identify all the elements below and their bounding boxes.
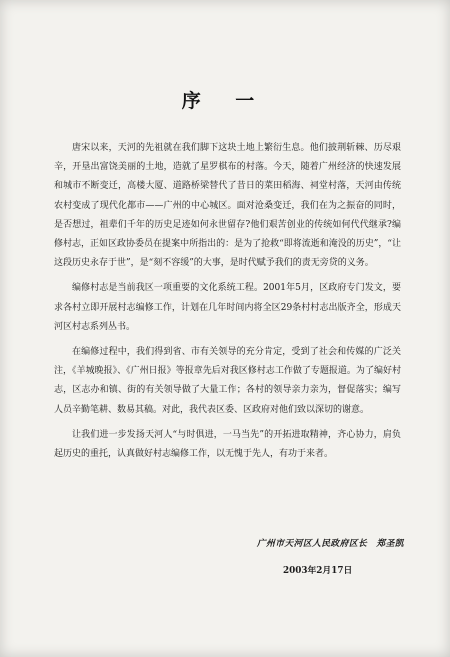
paragraph-4: 让我们进一步发扬天河人“与时俱进，一马当先”的开拓进取精神，齐心协力，肩负起历史的重托，认真做好村志编修工作，以无愧于先人，有功于来者。	[54, 429, 401, 460]
paragraph-1: 唐宋以来，天河的先祖就在我们脚下这块土地上繁衍生息。他们披荆斩棘、历尽艰辛，开垦出富饶美丽的土地，造就了星罗棋布的村落。今天，随着广州经济的快速发展和城市不断变迁，高楼大厦、道路桥梁替代了昔日的菜田稻海、祠堂村落，天河由传统农村变成了现代化都市——广州的中心城区。面对沧桑变迁，我们在为之振奋的同时，是否想过，祖辈们千年的历史足迹如何永世留存?他们艰苦创业的传统如何代代继承?编修村志，正如区政协委员在提案中所指出的：是为了抢救“即将流逝和淹没的历史”，“让这段历史永存于世”，是“刻不容缓”的大事，是时代赋予我们的责无旁贷的义务。	[54, 143, 401, 269]
document-title: 序 一	[181, 90, 269, 112]
document-body	[54, 139, 401, 470]
paragraph-3: 在编修过程中，我们得到省、市有关领导的充分肯定，受到了社会和传媒的广泛关注，《羊城晚报》、《广州日报》等报章先后对我区修村志工作做了专题报道。为了编好村志，区志办和镇、街的有关领导做了大量工作；各村的领导亲力亲为，督促落实；编写人员辛勤笔耕、数易其稿。对此，我代表区委、区政府对他们致以深切的谢意。	[54, 347, 401, 415]
signature-line: 广州市天河区人民政府区长 郑圣凯	[256, 539, 404, 549]
paragraph-2: 编修村志是当前我区一项重要的文化系统工程。2001年5月，区政府专门发文，要求各村立即开展村志编修工作，计划在几年时间内将全区29条村村志出版齐全，形成天河区村志系列丛书。	[54, 283, 401, 332]
signature-date: 2003年2月17日	[283, 566, 353, 576]
